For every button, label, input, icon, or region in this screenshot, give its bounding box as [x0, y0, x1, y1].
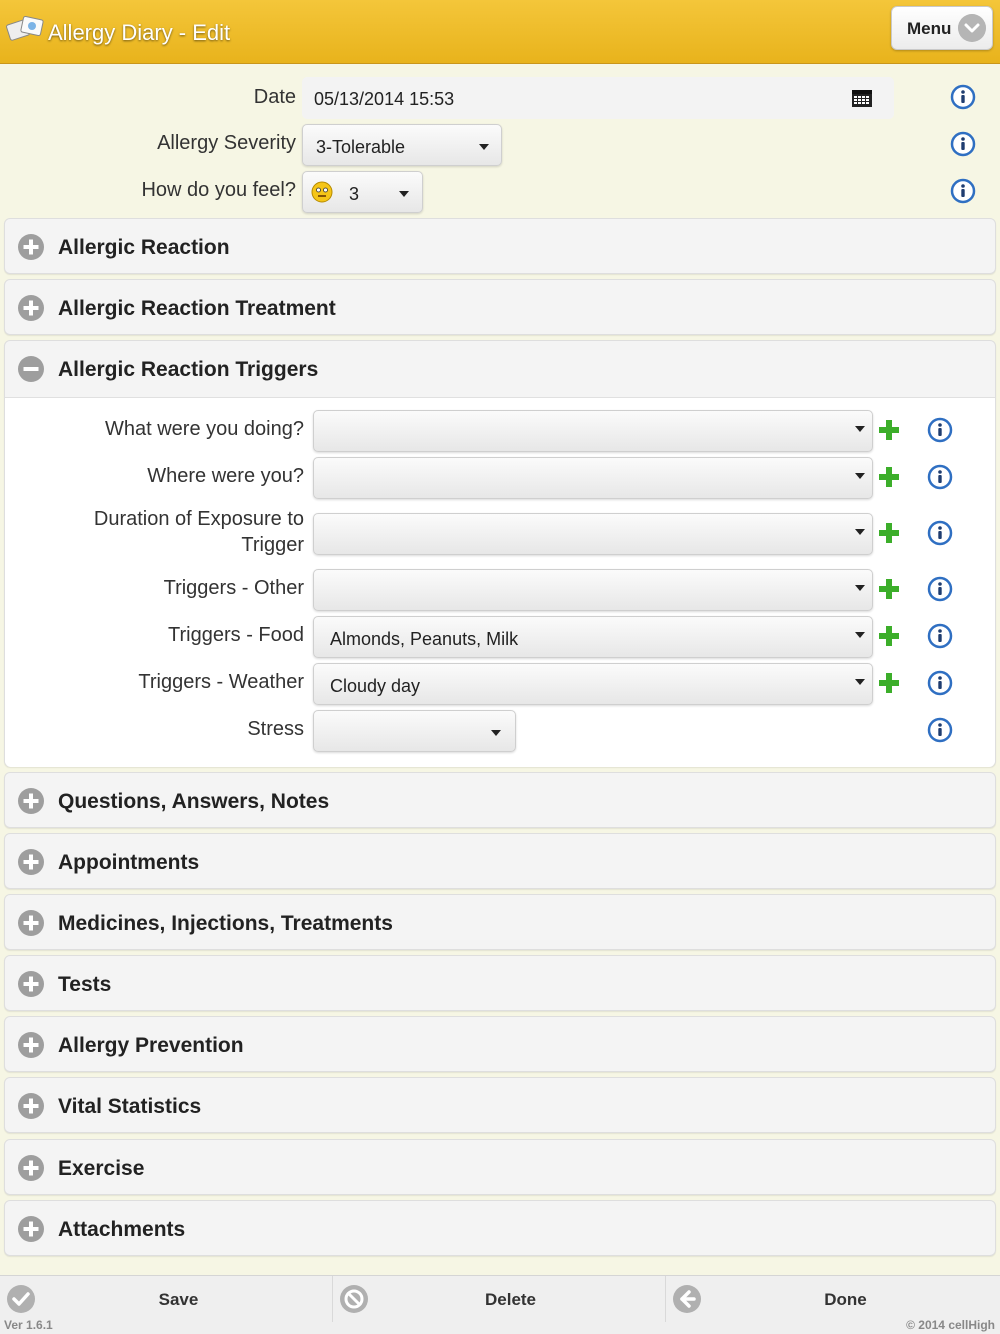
add-doing-plus-icon[interactable]	[878, 419, 900, 441]
section-allergic-reaction[interactable]	[4, 218, 996, 274]
expand-icon	[17, 1031, 45, 1059]
calendar-icon[interactable]	[852, 88, 872, 107]
date-value: 05/13/2014 15:53	[314, 89, 455, 109]
add-food-plus-icon[interactable]	[878, 625, 900, 647]
weather-select[interactable]	[313, 663, 873, 705]
delete-button[interactable]	[333, 1276, 666, 1322]
section-vital-statistics[interactable]	[4, 1077, 996, 1133]
section-exercise[interactable]	[4, 1139, 996, 1195]
done-button[interactable]	[666, 1276, 999, 1322]
chevron-down-icon	[491, 730, 501, 736]
expand-icon	[17, 1215, 45, 1243]
where-select[interactable]	[313, 457, 873, 499]
other-select[interactable]	[313, 569, 873, 611]
section-title: Attachments	[58, 1218, 186, 1241]
section-tests[interactable]	[4, 955, 996, 1011]
section-title: Tests	[58, 973, 112, 996]
done-label: Done	[824, 1290, 867, 1309]
section-appointments[interactable]	[4, 833, 996, 889]
section-medicines[interactable]	[4, 894, 996, 950]
section-questions[interactable]	[4, 772, 996, 828]
where-label: Where were you?	[147, 465, 304, 487]
section-header[interactable]	[5, 1078, 995, 1134]
severity-info-icon[interactable]	[950, 131, 976, 157]
page-title: Allergy Diary - Edit	[48, 20, 231, 45]
section-header[interactable]	[5, 1201, 995, 1257]
stress-info-icon[interactable]	[927, 717, 953, 743]
doing-info-icon[interactable]	[927, 417, 953, 443]
section-header[interactable]	[5, 219, 995, 275]
feel-info-icon[interactable]	[950, 178, 976, 204]
section-allergy-prevention[interactable]	[4, 1016, 996, 1072]
other-label: Triggers - Other	[163, 577, 304, 599]
duration-label-line2: Trigger	[241, 534, 304, 556]
delete-label: Delete	[484, 1290, 537, 1309]
version-label: Ver 1.6.1	[4, 1318, 53, 1332]
section-title: Allergic Reaction	[58, 236, 230, 259]
chevron-down-icon	[479, 144, 489, 150]
date-field[interactable]	[302, 77, 894, 119]
expand-icon	[17, 909, 45, 937]
section-allergic-reaction-treatment[interactable]	[4, 279, 996, 335]
expand-icon	[17, 848, 45, 876]
menu-button[interactable]	[891, 6, 993, 50]
section-title: Medicines, Injections, Treatments	[58, 912, 393, 935]
stress-label: Stress	[247, 718, 304, 740]
other-info-icon[interactable]	[927, 576, 953, 602]
expand-icon	[17, 294, 45, 322]
section-attachments[interactable]	[4, 1200, 996, 1256]
section-header[interactable]	[5, 956, 995, 1012]
feel-label: How do you feel?	[141, 179, 296, 201]
weather-label: Triggers - Weather	[138, 671, 304, 693]
expand-icon	[17, 233, 45, 261]
footer-toolbar	[0, 1275, 1000, 1334]
section-title: Questions, Answers, Notes	[58, 790, 330, 813]
add-duration-plus-icon[interactable]	[878, 522, 900, 544]
smiley-icon	[311, 181, 333, 203]
save-label: Save	[158, 1290, 199, 1309]
where-info-icon[interactable]	[927, 464, 953, 490]
food-label: Triggers - Food	[168, 624, 304, 646]
chevron-down-icon	[855, 679, 865, 685]
section-title: Vital Statistics	[58, 1095, 202, 1118]
menu-button-label: Menu	[907, 19, 952, 38]
add-where-plus-icon[interactable]	[878, 466, 900, 488]
section-title: Allergic Reaction Triggers	[58, 358, 319, 381]
section-header[interactable]	[5, 1017, 995, 1073]
expand-icon	[17, 970, 45, 998]
app-header	[0, 0, 1000, 64]
section-header[interactable]	[5, 280, 995, 336]
chevron-down-icon	[399, 191, 409, 197]
section-header[interactable]	[5, 341, 995, 397]
doing-label: What were you doing?	[104, 418, 304, 440]
section-title: Appointments	[58, 851, 200, 874]
weather-info-icon[interactable]	[927, 670, 953, 696]
severity-value: 3-Tolerable	[316, 137, 406, 157]
menu-chevron-icon	[958, 14, 986, 42]
severity-label: Allergy Severity	[157, 132, 296, 154]
food-info-icon[interactable]	[927, 623, 953, 649]
collapse-icon	[17, 355, 45, 383]
chevron-down-icon	[855, 426, 865, 432]
expand-icon	[17, 1154, 45, 1182]
expand-icon	[17, 787, 45, 815]
section-title: Allergic Reaction Treatment	[58, 297, 336, 320]
section-header[interactable]	[5, 773, 995, 829]
food-select[interactable]	[313, 616, 873, 658]
chevron-down-icon	[855, 585, 865, 591]
save-button[interactable]	[0, 1276, 333, 1322]
chevron-down-icon	[855, 632, 865, 638]
add-other-plus-icon[interactable]	[878, 578, 900, 600]
section-title: Exercise	[58, 1157, 145, 1180]
date-label: Date	[253, 86, 296, 108]
section-title: Allergy Prevention	[58, 1034, 244, 1057]
section-header[interactable]	[5, 834, 995, 890]
food-value: Almonds, Peanuts, Milk	[330, 629, 519, 649]
duration-info-icon[interactable]	[927, 520, 953, 546]
chevron-down-icon	[855, 529, 865, 535]
duration-label	[94, 506, 304, 558]
section-header[interactable]	[5, 895, 995, 951]
copyright-label: © 2014 cellHigh	[906, 1318, 995, 1332]
chevron-down-icon	[855, 473, 865, 479]
duration-label-line1: Duration of Exposure to	[93, 508, 304, 530]
expand-icon	[17, 1092, 45, 1120]
feel-value: 3	[349, 184, 360, 204]
feel-select[interactable]	[302, 171, 423, 213]
weather-value: Cloudy day	[330, 676, 421, 696]
doing-select[interactable]	[313, 410, 873, 452]
add-weather-plus-icon[interactable]	[878, 672, 900, 694]
stress-select[interactable]	[313, 710, 516, 752]
app-logo	[6, 14, 46, 44]
duration-select[interactable]	[313, 513, 873, 555]
section-header[interactable]	[5, 1140, 995, 1196]
severity-select[interactable]	[302, 124, 502, 166]
date-info-icon[interactable]	[950, 84, 976, 110]
